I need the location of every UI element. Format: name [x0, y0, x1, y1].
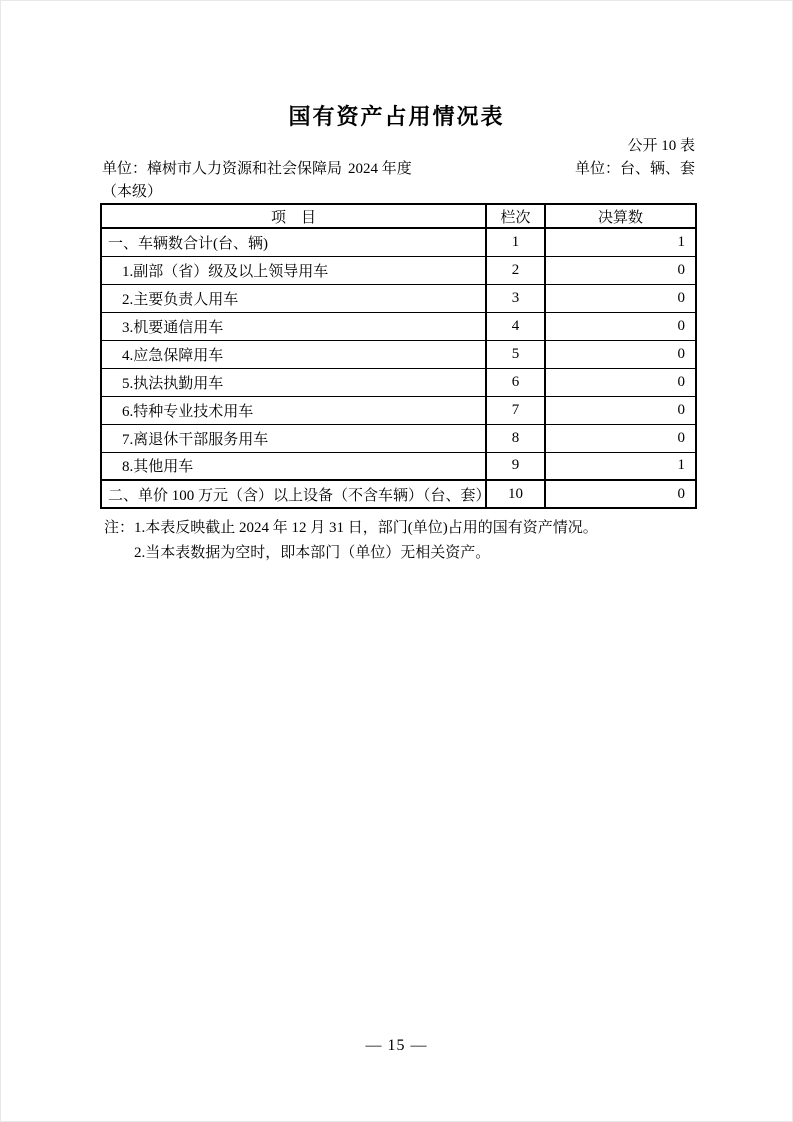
table-row	[101, 424, 696, 452]
column-no-cell: 8	[486, 424, 545, 452]
table-notes	[104, 516, 674, 566]
item-cell: 6.特种专业技术用车	[101, 396, 486, 424]
item-cell: 1.副部（省）级及以上领导用车	[101, 256, 486, 284]
note-line-2: 2.当本表数据为空时，即本部门（单位）无相关资产。	[134, 545, 491, 561]
table-row	[101, 312, 696, 340]
item-cell: 2.主要负责人用车	[101, 284, 486, 312]
public-table-label: 公开 10 表	[627, 138, 695, 154]
item-cell: 二、单价 100 万元（含）以上设备（不含车辆）（台、套）	[101, 480, 486, 508]
assets-table	[100, 203, 697, 509]
table-row	[101, 228, 696, 256]
column-no-cell: 3	[486, 284, 545, 312]
table-meta	[100, 135, 695, 204]
item-cell: 5.执法执勤用车	[101, 368, 486, 396]
value-cell: 0	[545, 424, 696, 452]
table-row	[101, 480, 696, 508]
column-no-cell: 4	[486, 312, 545, 340]
table-row	[101, 340, 696, 368]
item-cell: 7.离退休干部服务用车	[101, 424, 486, 452]
table-row	[101, 396, 696, 424]
item-cell: 8.其他用车	[101, 452, 486, 480]
value-cell: 0	[545, 368, 696, 396]
meta-row	[100, 158, 695, 204]
table-row	[101, 452, 696, 480]
value-cell: 0	[545, 340, 696, 368]
table-row	[101, 284, 696, 312]
header-row	[101, 204, 696, 228]
header-column-no: 栏次	[486, 204, 545, 228]
page-number: — 15 —	[365, 1037, 428, 1054]
value-cell: 0	[545, 284, 696, 312]
column-no-cell: 6	[486, 368, 545, 396]
item-cell: 一、车辆数合计(台、辆)	[101, 228, 486, 256]
value-cell: 1	[545, 228, 696, 256]
value-cell: 0	[545, 312, 696, 340]
item-cell: 3.机要通信用车	[101, 312, 486, 340]
value-cell: 1	[545, 452, 696, 480]
value-cell: 0	[545, 480, 696, 508]
measure-unit-label: 单位：台、辆、套	[574, 161, 695, 177]
value-cell: 0	[545, 396, 696, 424]
column-no-cell: 1	[486, 228, 545, 256]
header-item: 项 目	[101, 204, 486, 228]
fiscal-year-label: 2024 年度	[348, 161, 412, 177]
column-no-cell: 5	[486, 340, 545, 368]
value-cell: 0	[545, 256, 696, 284]
column-no-cell: 10	[486, 480, 545, 508]
page-title: 国有资产占用情况表	[288, 104, 505, 129]
note-line-1: 注：1.本表反映截止 2024 年 12 月 31 日，部门(单位)占用的国有资产情况。	[104, 520, 598, 536]
column-no-cell: 7	[486, 396, 545, 424]
column-no-cell: 2	[486, 256, 545, 284]
table-row	[101, 368, 696, 396]
table-row	[101, 256, 696, 284]
header-final-account: 决算数	[545, 204, 696, 228]
item-cell: 4.应急保障用车	[101, 340, 486, 368]
unit-name-label: 单位：樟树市人力资源和社会保障局（本级）	[102, 161, 343, 200]
column-no-cell: 9	[486, 452, 545, 480]
